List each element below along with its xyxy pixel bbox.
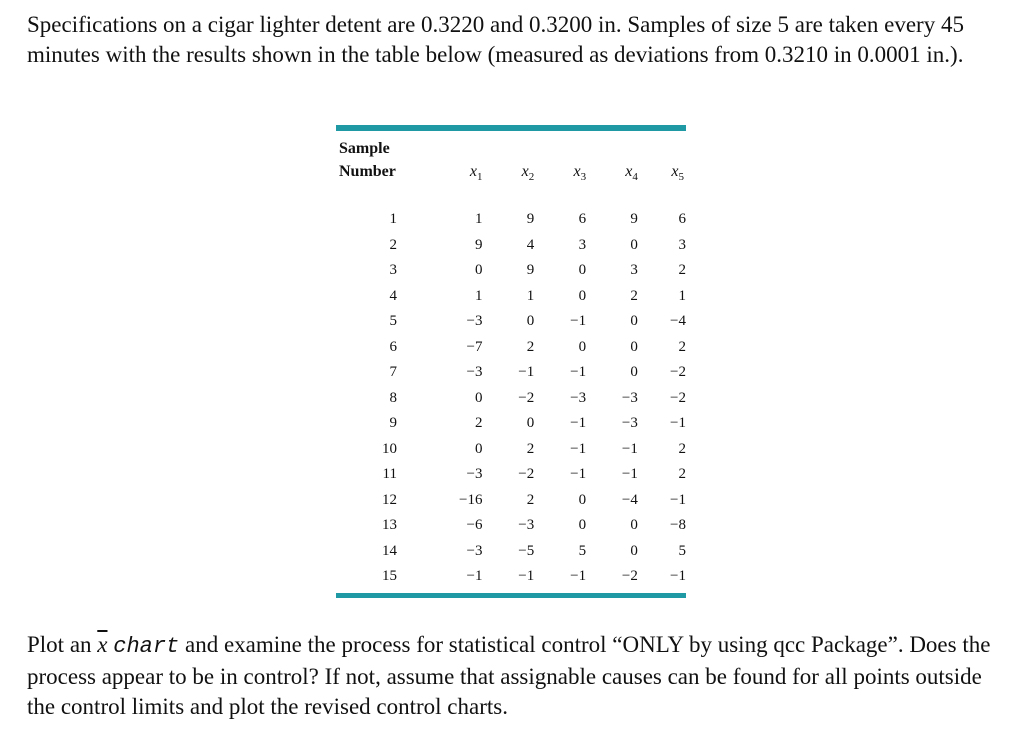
cell-x3: 0 bbox=[578, 287, 587, 304]
cell-x4: 0 bbox=[630, 338, 638, 355]
cell-x3: 5 bbox=[578, 542, 587, 559]
cell-x2: −5 bbox=[518, 542, 535, 559]
cell-sample-number: 2 bbox=[389, 236, 397, 253]
cell-x1: −3 bbox=[466, 313, 483, 330]
cell-x3: 0 bbox=[578, 491, 587, 508]
cell-x2: −3 bbox=[518, 517, 535, 534]
cell-x2: −1 bbox=[518, 364, 535, 381]
cell-sample-number: 3 bbox=[389, 262, 397, 279]
table-row bbox=[336, 437, 686, 463]
problem-intro: Specifications on a cigar lighter detent are 0.3220 and 0.3200 in. Samples of size 5 are taken every 45 minutes with the results shown in the table below (measured as deviations from 0.3210 in 0.0001 in.). bbox=[27, 12, 964, 67]
cell-x2: −2 bbox=[518, 389, 535, 406]
cell-x5: −1 bbox=[670, 491, 686, 508]
data-table bbox=[336, 131, 686, 590]
cell-x5: −2 bbox=[670, 389, 686, 406]
cell-sample-number: 4 bbox=[389, 287, 397, 304]
cell-x3: −3 bbox=[570, 389, 587, 406]
cell-x4: 0 bbox=[630, 236, 638, 253]
cell-sample-number: 15 bbox=[382, 568, 397, 585]
cell-x1: −16 bbox=[458, 491, 483, 508]
cell-x2: −1 bbox=[518, 568, 535, 585]
cell-x1: 0 bbox=[474, 262, 483, 279]
table-row bbox=[336, 258, 686, 284]
cell-x3: −1 bbox=[570, 364, 587, 381]
cell-x2: 2 bbox=[526, 491, 535, 508]
table-row bbox=[336, 462, 686, 488]
table-row bbox=[336, 360, 686, 386]
cell-sample-number: 1 bbox=[389, 211, 397, 228]
cell-sample-number: 9 bbox=[389, 415, 397, 432]
cell-x3: 3 bbox=[578, 236, 587, 253]
chart-word: chart bbox=[113, 634, 180, 659]
cell-x1: 1 bbox=[474, 211, 483, 228]
header-x1: $x_1$ bbox=[469, 162, 483, 183]
cell-x1: 1 bbox=[474, 287, 483, 304]
table-row bbox=[336, 513, 686, 539]
cell-x4: −1 bbox=[621, 466, 638, 483]
cell-sample-number: 5 bbox=[389, 313, 397, 330]
cell-x2: 4 bbox=[526, 236, 535, 253]
cell-x5: 2 bbox=[678, 466, 686, 483]
cell-x5: −1 bbox=[670, 568, 686, 585]
table-row bbox=[336, 233, 686, 259]
cell-x5: −4 bbox=[670, 313, 686, 330]
cell-x5: −2 bbox=[670, 364, 686, 381]
cell-x4: 0 bbox=[630, 542, 638, 559]
cell-x5: 6 bbox=[678, 211, 686, 228]
cell-x2: 0 bbox=[526, 313, 535, 330]
cell-x2: 2 bbox=[526, 440, 535, 457]
cell-x5: −8 bbox=[670, 517, 686, 534]
cell-x4: −4 bbox=[621, 491, 638, 508]
cell-x1: 0 bbox=[474, 440, 483, 457]
cell-x1: −6 bbox=[466, 517, 483, 534]
cell-sample-number: 14 bbox=[382, 542, 397, 559]
cell-x1: −3 bbox=[466, 542, 483, 559]
cell-x5: 2 bbox=[678, 262, 686, 279]
cell-x1: −7 bbox=[466, 338, 483, 355]
header-x5: $x_5$ bbox=[671, 162, 684, 183]
table-row bbox=[336, 564, 686, 590]
cell-x5: 1 bbox=[678, 287, 686, 304]
table-body bbox=[336, 193, 686, 590]
table-row bbox=[336, 207, 686, 233]
header-sample-number bbox=[336, 131, 411, 193]
cell-x1: 2 bbox=[474, 415, 483, 432]
table-row bbox=[336, 386, 686, 412]
question-part2: and examine the process for statistical control “ONLY by using qcc Package”. Does the process appear to be in control? If not, assume that assignable causes can be found for all points outside the control limits and plot the revised control charts. bbox=[27, 632, 991, 719]
table-row bbox=[336, 309, 686, 335]
cell-x2: 9 bbox=[526, 262, 535, 279]
cell-x4: 3 bbox=[630, 262, 638, 279]
cell-x4: −2 bbox=[621, 568, 638, 585]
table-header-row bbox=[336, 131, 686, 193]
table-row bbox=[336, 539, 686, 565]
header-sample-line2: Number bbox=[339, 163, 396, 180]
cell-x2: 0 bbox=[526, 415, 535, 432]
cell-x1: −3 bbox=[466, 364, 483, 381]
cell-x2: 1 bbox=[526, 287, 535, 304]
cell-x3: 0 bbox=[578, 338, 587, 355]
cell-x3: −1 bbox=[570, 415, 587, 432]
cell-x2: 2 bbox=[526, 338, 535, 355]
cell-x2: −2 bbox=[518, 466, 535, 483]
cell-x1: 0 bbox=[474, 389, 483, 406]
header-x3: $x_3$ bbox=[573, 162, 587, 183]
question-part1: Plot an bbox=[27, 632, 98, 657]
cell-x3: −1 bbox=[570, 313, 587, 330]
cell-x5: 2 bbox=[678, 338, 686, 355]
cell-x4: 2 bbox=[630, 287, 638, 304]
header-sample-line1: Sample bbox=[339, 140, 390, 157]
cell-x3: 6 bbox=[578, 211, 587, 228]
header-x2: $x_2$ bbox=[521, 162, 535, 183]
table-row bbox=[336, 335, 686, 361]
cell-x2: 9 bbox=[526, 211, 535, 228]
table-bottom-rule bbox=[336, 593, 686, 598]
cell-x5: −1 bbox=[670, 415, 686, 432]
table-row bbox=[336, 411, 686, 437]
cell-x3: −1 bbox=[570, 466, 587, 483]
header-x4: $x_4$ bbox=[625, 162, 638, 183]
cell-x4: 0 bbox=[630, 313, 638, 330]
data-table-container bbox=[336, 125, 686, 598]
cell-x3: 0 bbox=[578, 262, 587, 279]
cell-x1: −1 bbox=[466, 568, 483, 585]
cell-x3: 0 bbox=[578, 517, 587, 534]
cell-x4: −1 bbox=[621, 440, 638, 457]
cell-x4: 0 bbox=[630, 517, 638, 534]
cell-sample-number: 13 bbox=[382, 517, 397, 534]
problem-question bbox=[27, 630, 1002, 722]
cell-x3: −1 bbox=[570, 440, 587, 457]
cell-x4: 9 bbox=[630, 211, 638, 228]
cell-x5: 3 bbox=[678, 236, 686, 253]
cell-x1: −3 bbox=[466, 466, 483, 483]
xbar-symbol: $\overline{x}$ bbox=[97, 632, 108, 657]
cell-x4: −3 bbox=[621, 415, 638, 432]
cell-sample-number: 8 bbox=[389, 389, 397, 406]
cell-x5: 2 bbox=[678, 440, 686, 457]
table-row bbox=[336, 284, 686, 310]
table-row bbox=[336, 488, 686, 514]
cell-sample-number: 11 bbox=[382, 466, 397, 483]
cell-sample-number: 12 bbox=[382, 491, 397, 508]
cell-sample-number: 10 bbox=[382, 440, 397, 457]
cell-x1: 9 bbox=[474, 236, 483, 253]
cell-x4: −3 bbox=[621, 389, 638, 406]
cell-x5: 5 bbox=[678, 542, 686, 559]
cell-x3: −1 bbox=[570, 568, 587, 585]
cell-sample-number: 7 bbox=[389, 364, 397, 381]
cell-x4: 0 bbox=[630, 364, 638, 381]
cell-sample-number: 6 bbox=[389, 338, 397, 355]
